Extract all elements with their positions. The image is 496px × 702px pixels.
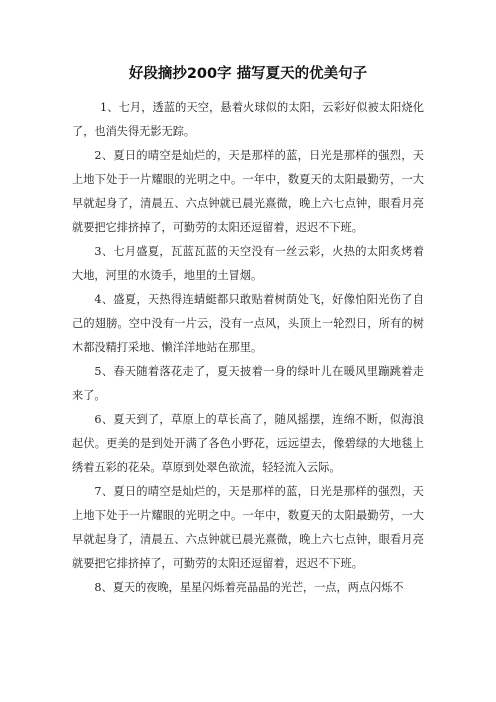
paragraph-8: 8、夏天的夜晚，星星闪烁着亮晶晶的光芒，一点，两点闪烁不 <box>94 581 404 594</box>
paragraph-6: 6、夏天到了，草原上的草长高了，随风摇摆，连绵不断，似海浪起伏。更美的是到处开满了各色小野花，远远望去，像碧绿的大地毯上绣着五彩的花朵。草原到处翠色欲流，轻轻流入云际。 <box>72 413 424 474</box>
paragraph-2: 2、夏日的晴空是灿烂的，天是那样的蓝，日光是那样的强烈，天上地下处于一片耀眼的光明之中。一年中，数夏天的太阳最勤劳，一大早就起身了，清晨五、六点钟就已晨光熹微，晚上六七点钟，眼看月亮就要把它排挤掉了，可勤劳的太阳还逗留着，迟迟不下班。 <box>72 149 424 234</box>
paragraph-4: 4、盛夏，天热得连蜻蜓都只敢贴着树荫处飞，好像怕阳光伤了自己的翅膀。空中没有一片云，没有一点风，头顶上一轮烈日，所有的树木都没精打采地、懒洋洋地站在那里。 <box>72 293 424 354</box>
page-title: 好段摘抄200字 描写夏天的优美句子 <box>128 66 368 82</box>
paragraph-5: 5、春天随着落花走了，夏天披着一身的绿叶儿在暖风里蹦跳着走来了。 <box>72 365 424 402</box>
paragraph-1: 1、七月，透蓝的天空，悬着火球似的太阳，云彩好似被太阳烧化了，也消失得无影无踪。 <box>72 101 424 138</box>
paragraph-7: 7、夏日的晴空是灿烂的，天是那样的蓝，日光是那样的强烈，天上地下处于一片耀眼的光明之中。一年中，数夏天的太阳最勤劳，一大早就起身了，清晨五、六点钟就已晨光熹微，晚上六七点钟，眼看月亮就要把它排挤掉了，可勤劳的太阳还逗留着，迟迟不下班。 <box>72 485 424 570</box>
document-body <box>72 96 424 600</box>
paragraph-3: 3、七月盛夏，瓦蓝瓦蓝的天空没有一丝云彩，火热的太阳炙烤着大地，河里的水烫手，地里的土冒烟。 <box>72 245 424 282</box>
